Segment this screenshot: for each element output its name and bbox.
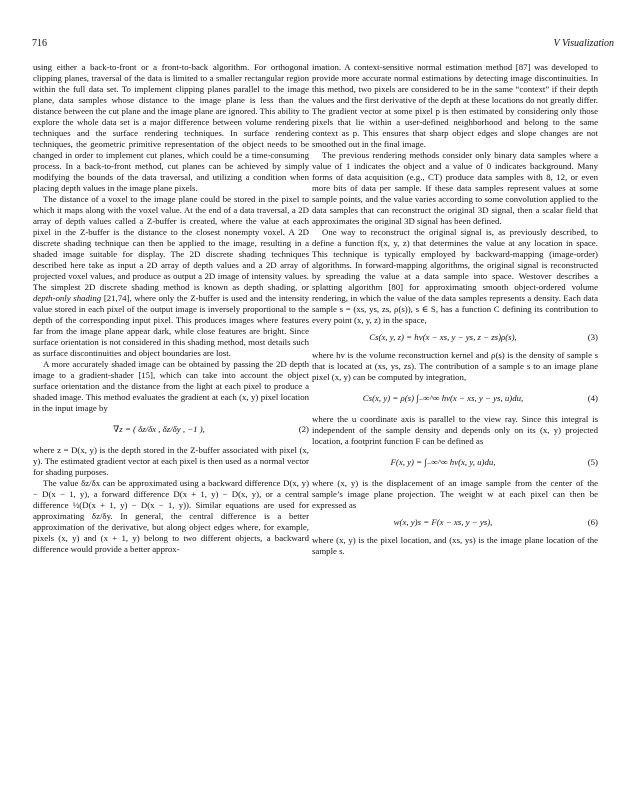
equation-6 <box>312 517 598 528</box>
right-paragraph-7: where (x, y) is the pixel location, and (xs, ys) is the image plane location of the sample s. <box>312 535 598 556</box>
running-head: V Visualization <box>553 38 614 49</box>
equation-2 <box>33 424 309 435</box>
equation-3-body: Cs(x, y, z) = hv(x − xs, y − ys, z − zs)ρ(s), <box>369 332 517 342</box>
equation-3 <box>312 332 598 343</box>
equation-5-body: F(x, y) = ∫₋∞^∞ hv(x, y, u)du, <box>390 457 496 467</box>
equation-6-number: (6) <box>587 517 598 527</box>
left-column <box>33 62 309 555</box>
right-paragraph-3: One way to reconstruct the original signal is, as previously described, to define a function f(x, y, z) that determines the value at any location in space. This technique is typically employed by backward-mapping (image-order) algorithms. In forward-mapping algorithms, the original signal is reconstructed by spreading the value at a data sample into space. Westover describes a splatting algorithm [80] for approximating smooth object-ordered volume rendering, in which the value of the data samples represents a density. Each data sample s = (xs, ys, zs, ρ(s)), s ∈ S, has a function C defining its contribution to every point (x, y, z) in the space, <box>312 227 598 325</box>
equation-5-number: (5) <box>587 457 598 467</box>
right-paragraph-5: where the u coordinate axis is parallel to the view ray. Since this integral is independent of the sample density and depends only on its (x, y) projected location, a footprint function F can be defined as <box>312 414 598 446</box>
equation-2-body: ∇z = ( δz/δx , δz/δy , −1 ), <box>113 424 205 434</box>
left-paragraph-2-italic: depth-only shading <box>33 293 102 303</box>
right-paragraph-1: imation. A context-sensitive normal estimation method [87] was developed to provide more accurate normal estimations by detecting image discontinuities. In this method, two pixels are considered to be in the same “context” if their depth values and the first derivative of the depth at these locations do not greatly differ. The gradient vector at some pixel p is then estimated by considering only those pixels that lie within a user-defined neighborhood and belong to the same context as p. This ensures that sharp object edges and slope changes are not smoothed out in the final image. <box>312 62 598 149</box>
left-paragraph-1: using either a back-to-front or a front-to-back algorithm. For orthogonal clipping planes, traversal of the data is limited to a smaller rectangular region within the full data set. To implement clipping planes parallel to the image plane, data samples whose distance to the image plane is less than the distance between the cut plane and the image plane are ignored. This ability to explore the whole data set is a major difference between volume rendering techniques and the surface rendering techniques. In surface rendering techniques, the geometric primitive representation of the object needs to be changed in order to implement cut planes, which could be a time-consuming process. In a back-to-front method, cut planes can be achieved by simply modifying the bounds of the data traversal, and utilizing a condition when placing depth values in the image plane pixels. <box>33 62 309 193</box>
left-paragraph-5: The value δz/δx can be approximated using a backward difference D(x, y) − D(x − 1, y), a forward difference D(x + 1, y) − D(x, y), or a central difference ½(D(x + 1, y) − D(x − 1, y)). Similar equations are used for approximating δz/δy. In general, the central difference is a better approximation of the derivative, but along object edges where, for example, pixels (x, y) and (x + 1, y) belong to two different objects, a backward difference would provide a better approx- <box>33 478 309 554</box>
equation-4-number: (4) <box>587 393 598 403</box>
left-paragraph-4: where z = D(x, y) is the depth stored in the Z-buffer associated with pixel (x, y). The estimated gradient vector at each pixel is then used as a normal vector for shading purposes. <box>33 445 309 477</box>
right-paragraph-6: where (x, y) is the displacement of an image sample from the center of the sample’s image plane projection. The weight w at each pixel can then be expressed as <box>312 478 598 510</box>
right-column <box>312 62 598 557</box>
left-paragraph-2-text-a: The distance of a voxel to the image plane could be stored in the pixel to which it maps along with the voxel value. At the end of a data traversal, a 2D array of depth values called a Z-buffer is created, where the value at each pixel in the Z-buffer is the distance to the closest nonempty voxel. A 2D discrete shading technique can then be applied to the image, resulting in a shaded image suitable for display. The 2D discrete shading techniques described here take as input a 2D array of depth values and a 2D array of projected voxel values, and produce as output a 2D image of intensity values. The simplest 2D discrete shading method is known as depth shading, or <box>33 194 309 292</box>
equation-6-body: w(x, y)s = F(x − xs, y − ys), <box>393 517 493 527</box>
left-paragraph-3: A more accurately shaded image can be obtained by passing the 2D depth image to a gradient-shader [15], which can take into account the object surface orientation and the distance from the light at each pixel to produce a shaded image. This method evaluates the gradient at each (x, y) pixel location in the input image by <box>33 359 309 413</box>
equation-4-body: Cs(x, y) = ρ(s) ∫₋∞^∞ hv(x − xs, y − ys, u)du, <box>362 393 524 403</box>
left-paragraph-2-text-b: [21,74], where only the Z-buffer is used and the intensity value stored in each pixel of the output image is inversely proportional to the depth of the corresponding input pixel. This produces images where features far from the image plane appear dark, while close features are bright. Since surface orientation is not considered in this shading method, most details such as surface discontinuities and object boundaries are lost. <box>33 293 309 358</box>
equation-3-number: (3) <box>587 332 598 342</box>
equation-2-number: (2) <box>298 424 309 434</box>
right-paragraph-4: where hv is the volume reconstruction kernel and ρ(s) is the density of sample s that is located at (xs, ys, zs). The contribution of a sample s to an image plane pixel (x, y) can be computed by integration, <box>312 350 598 382</box>
equation-4 <box>312 393 598 404</box>
page-number: 716 <box>32 38 47 49</box>
left-paragraph-2 <box>33 194 309 359</box>
equation-5 <box>312 457 598 468</box>
right-paragraph-2: The previous rendering methods consider only binary data samples where a value of 1 indicates the object and a value of 0 indicates background. Many forms of data acquisition (e.g., CT) produce data samples with 8, 12, or even more bits of data per sample. If these data samples represent values at some sample points, and the value varies according to some convolution applied to the data samples that can reconstruct the original 3D signal, then a scalar field that approximates the original 3D signal has been defined. <box>312 150 598 226</box>
